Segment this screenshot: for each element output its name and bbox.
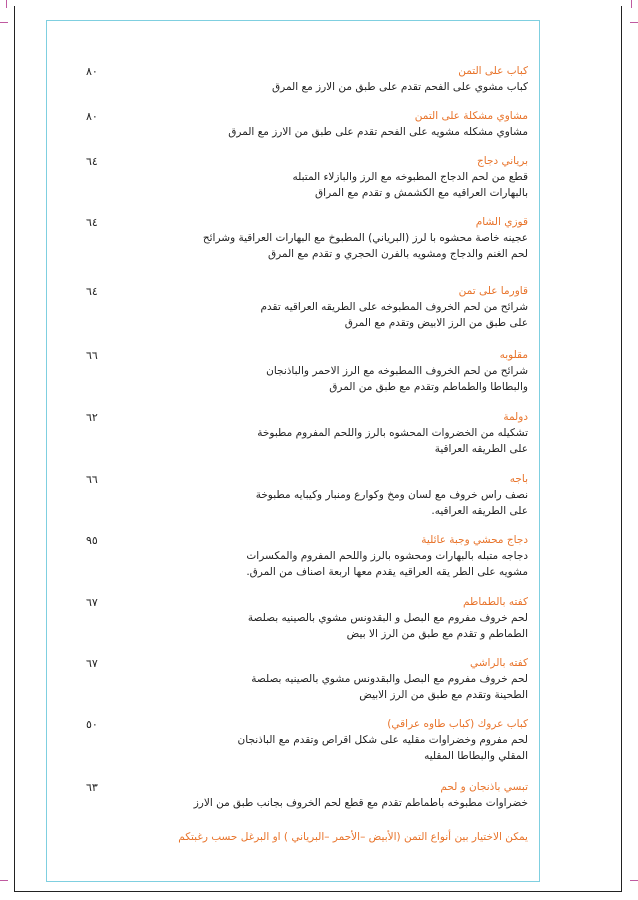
item-price: ٦٣ [86, 781, 98, 794]
item-price: ٦٦ [86, 349, 98, 362]
item-title: مقلوبه [499, 349, 528, 361]
item-description: كباب مشوي على الفحم تقدم على طبق من الارز مع المرق [272, 81, 528, 93]
item-price: ٦٤ [86, 285, 98, 298]
menu-item [86, 109, 528, 140]
item-title: مشاوي مشكلة على التمن [414, 110, 528, 122]
item-description: قطع من لحم الدجاج المطبوخه مع الرز والبازلاء المتبله بالبهارات العراقيه مع الكشمش و تقدم مع المراق [292, 171, 528, 199]
item-price: ٦٤ [86, 216, 98, 229]
item-title: باجه [509, 473, 528, 485]
item-title: دولمة [503, 411, 528, 423]
item-price: ٥٠ [86, 718, 98, 731]
item-title: كفته بالطماطم [463, 596, 528, 608]
item-price: ٦٤ [86, 155, 98, 168]
item-price: ٦٢ [86, 411, 98, 424]
menu-item [86, 284, 528, 331]
item-price: ٩٥ [86, 534, 98, 547]
item-description: لحم خروف مفروم مع البصل و البقدونس مشوي بالصينيه بصلصة الطماطم و تقدم مع طبق من الرز الا بيض [247, 612, 528, 640]
item-description: نصف راس خروف مع لسان ومخ وكوارع ومنبار وكيبايه مطبوخة على الطريقه العراقيه. [255, 489, 528, 517]
menu-item [86, 348, 528, 395]
item-description: لحم مفروم وخضراوات مقليه على شكل اقراص وتقدم مع الباذنجان المقلي والبطاطا المقليه [237, 734, 528, 762]
menu-item [86, 656, 528, 703]
item-description: عجينه خاصة محشوه با لرز (البرياني) المطبوخ مع البهارات العراقية وشرائح لحم الغنم والدجاج ومشويه بالفرن الحجري و تقدم مع المرق [202, 232, 528, 260]
item-price: ٦٦ [86, 473, 98, 486]
item-price: ٨٠ [86, 110, 98, 123]
item-title: كباب عروك (كباب طاوه عراقي) [387, 718, 528, 730]
item-title: قوزي الشام [475, 216, 528, 228]
rice-choice-note: يمكن الاختيار بين أنواع التمن (الأبيض –الأحمر –البرياني ) او البرغل حسب رغبتكم [178, 831, 528, 843]
item-description: مشاوي مشكله مشويه على الفحم تقدم على طبق من الارز مع المرق [228, 126, 528, 138]
menu-item [86, 717, 528, 764]
item-description: دجاجه متبله بالبهارات ومحشوه بالرز واللحم المفروم والمكسرات مشويه على الطر يقه العراقيه يقدم معها اربعة اصناف من المرق. [246, 550, 528, 578]
item-description: خضراوات مطبوخه باطماطم تقدم مع قطع لحم الخروف بجانب طبق من الارز [193, 797, 528, 809]
item-price: ٦٧ [86, 596, 98, 609]
item-title: قاورما على تمن [458, 285, 528, 297]
item-title: كباب على التمن [458, 65, 528, 77]
item-price: ٦٧ [86, 657, 98, 670]
menu-item [86, 595, 528, 642]
item-description: شرائح من لحم الخروف المطبوخه على الطريقه العراقيه تقدم على طبق من الرز الابيض وتقدم مع المرق [260, 301, 528, 329]
menu-item [86, 780, 528, 811]
menu-item [86, 472, 528, 519]
item-title: تبسي باذنجان و لحم [440, 781, 528, 793]
item-description: لحم خروف مفروم مع البصل والبقدونس مشوي بالصينيه بصلصة الطحينة وتقدم مع طبق من الرز الابيض [251, 673, 528, 701]
item-description: تشكيله من الخضروات المحشوه بالرز واللحم المفروم مطبوخة على الطريقه العراقية [257, 427, 528, 455]
menu-item [86, 215, 528, 262]
menu-item [86, 533, 528, 580]
item-title: كفته بالراشي [469, 657, 528, 669]
item-description: شرائح من لحم الخروف االمطبوخه مع الرز الاحمر والباذنجان والبطاطا والطماطم وتقدم مع طبق من المرق [266, 365, 528, 393]
menu-item [86, 410, 528, 457]
item-title: برياني دجاج [477, 155, 528, 167]
menu-item [86, 154, 528, 201]
item-title: دجاج محشي وجبة عائلية [421, 534, 528, 546]
item-price: ٨٠ [86, 65, 98, 78]
menu-item [86, 64, 528, 95]
